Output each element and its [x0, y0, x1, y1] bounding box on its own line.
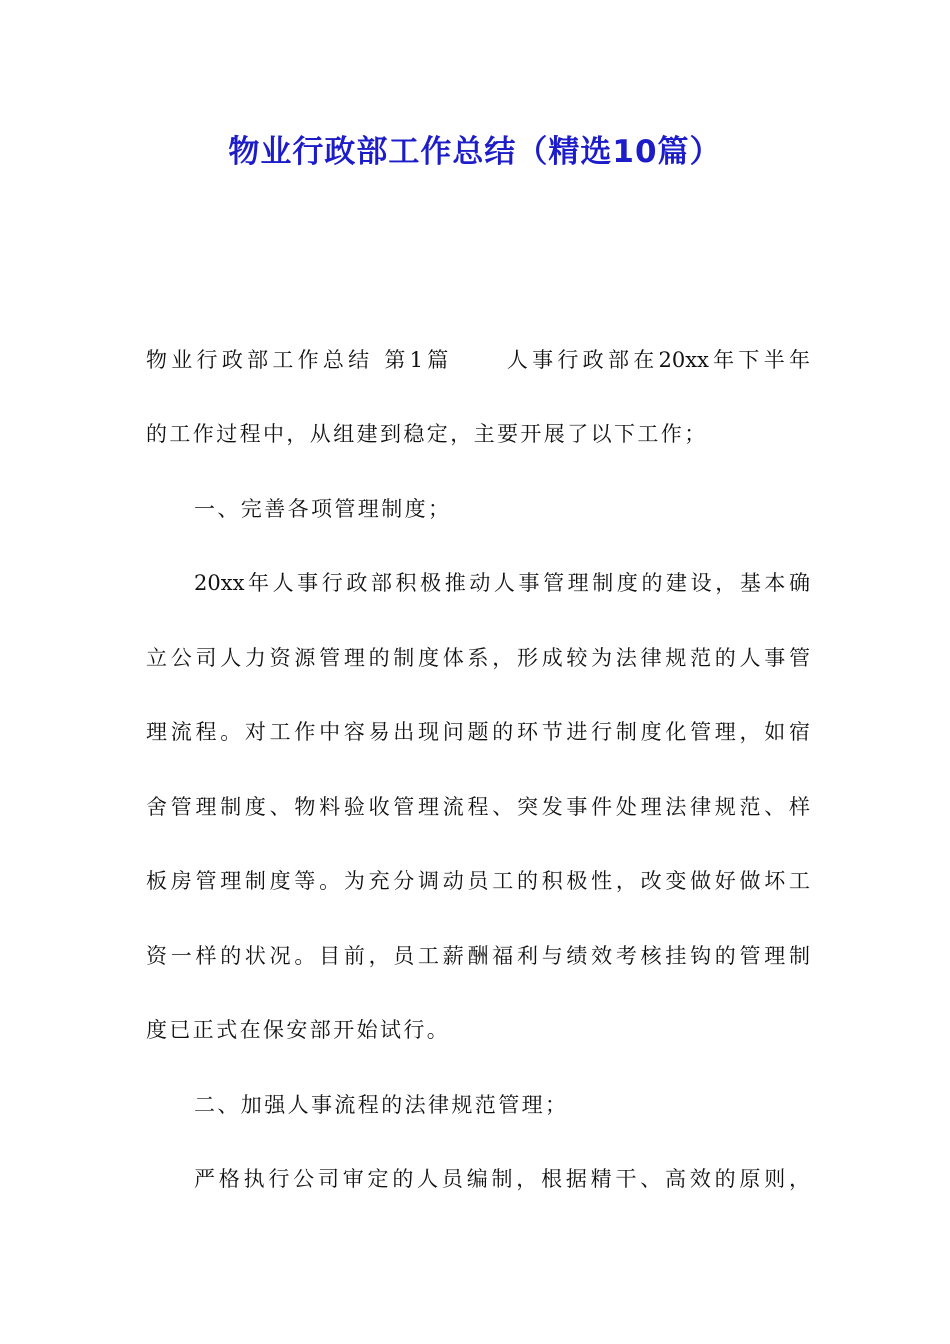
paragraph-line-1 — [146, 340, 810, 380]
document-title: 物业行政部工作总结（精选10篇） — [228, 134, 722, 170]
paragraph-line-6: 舍管理制度、物料验收管理流程、突发事件处理法律规范、样 — [146, 795, 810, 819]
paragraph-line-10: 严格执行公司审定的人员编制，根据精干、高效的原则， — [194, 1167, 810, 1191]
paragraph-text: 人事行政部在20xx年下半年 — [502, 348, 810, 372]
paragraph-line-2: 的工作过程中，从组建到稳定，主要开展了以下工作； — [146, 422, 708, 446]
section-heading: 物业行政部工作总结 第1篇 — [146, 348, 453, 372]
paragraph-line-9: 度已正式在保安部开始试行。 — [146, 1018, 451, 1042]
paragraph-line-5: 理流程。对工作中容易出现问题的环节进行制度化管理，如宿 — [146, 720, 810, 744]
paragraph-line-3: 20xx年人事行政部积极推动人事管理制度的建设，基本确 — [194, 571, 810, 595]
paragraph-line-7: 板房管理制度等。为充分调动员工的积极性，改变做好做坏工 — [146, 869, 810, 893]
section-heading-2: 二、加强人事流程的法律规范管理； — [194, 1093, 569, 1117]
section-heading-1: 一、完善各项管理制度； — [194, 497, 452, 521]
paragraph-line-4: 立公司人力资源管理的制度体系，形成较为法律规范的人事管 — [146, 646, 810, 670]
paragraph-line-8: 资一样的状况。目前，员工薪酬福利与绩效考核挂钩的管理制 — [146, 944, 810, 968]
